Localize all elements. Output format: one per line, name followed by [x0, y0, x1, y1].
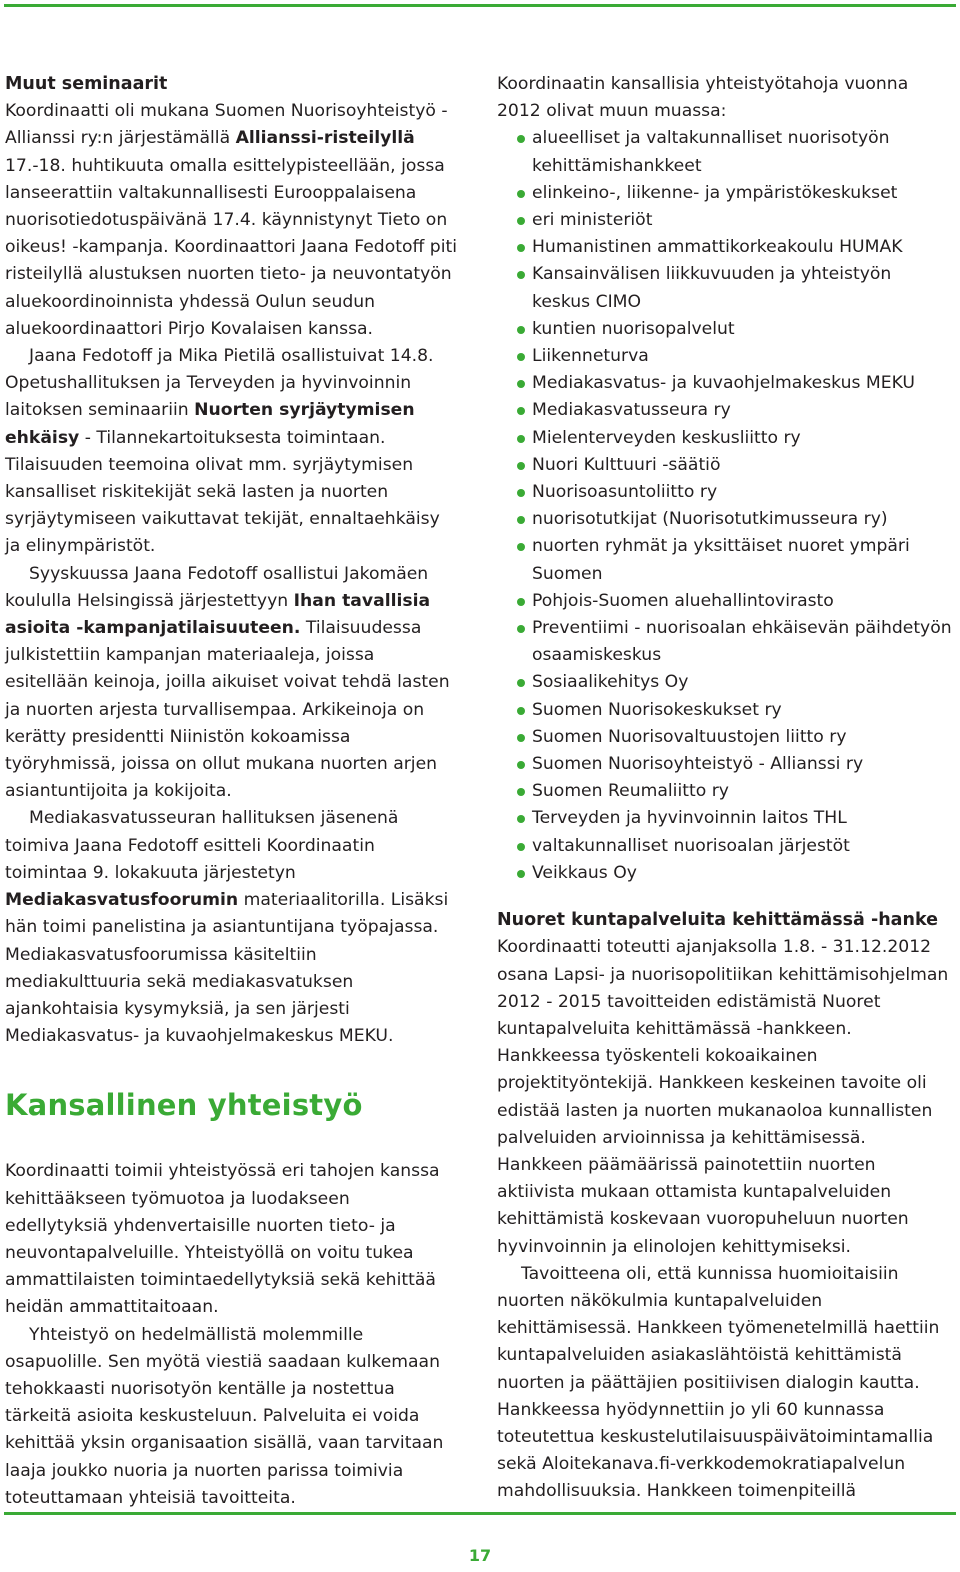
text-run: 17.-18. huhtikuuta omalla esittelypisteellään, jossa lanseerattiin valtakunnallisesti Eurooppalaisena nuorisotiedotuspäivänä 17.4. käynnistynyt Tieto on oikeus! -kampanja. Koordinaattori Jaana Fedotoff piti risteilyllä alustuksen nuorten tieto- ja neuvontatyön aluekoordinoinnista yhdessä Oulun seudun aluekoordinaattori Pirjo Kovalaisen kanssa. [5, 155, 457, 339]
partner-list-item [497, 697, 953, 724]
partner-name: Preventiimi - nuorisoalan ehkäisevän päihdetyön osaamiskeskus [532, 618, 952, 666]
bold-run: Ihan tavallisia asioita -kampanjatilaisuuteen. [5, 590, 431, 639]
paragraph-hanke-1: Koordinaatti toteutti ajanjaksolla 1.8. - 31.12.2012 osana Lapsi- ja nuorisopolitiikan kehittämisohjelman 2012 - 2015 tavoitteiden edistämistä Nuoret kuntapalveluita kehittämässä -hankkeen. Hankkeessa työskenteli kokoaikainen projektityöntekijä. Hankkeen keskeinen tavoite oli edistää lasten ja nuorten mukanaoloa kunnallisten palveluiden arvioinnissa ja kehittämisessä. Hankkeen päämäärissä painotettiin nuorten aktiivista mukaan ottamista kuntapalveluiden kehittämistä koskevaan vuoropuheluun nuorten hyvinvoinnin ja elinolojen kehittymiseksi. [497, 937, 949, 1257]
partner-list-item [497, 397, 953, 424]
text-run: materiaalitorilla. Lisäksi hän toimi panelistina ja asiantuntijana työpajassa. Mediakasvatusfoorumissa käsiteltiin mediakulttuuria sekä mediakasvatuksen ajankohtaisia kysymyksiä, ja sen järjesti Mediakasvatus- ja kuvaohjelmakeskus MEKU. [5, 890, 449, 1047]
text-run: Jaana Fedotoff ja Mika Pietilä osallistuivat 14.8. Opetushallituksen ja Terveyden ja hyvinvoinnin laitoksen seminaariin [5, 346, 434, 421]
partner-list-item [497, 234, 953, 261]
paragraph-ihan-tavallisia [5, 561, 457, 806]
partner-list [497, 125, 953, 887]
bullet-dot-icon [517, 217, 525, 225]
partner-list-item [497, 860, 953, 887]
partner-list-item [497, 207, 953, 234]
bullet-dot-icon [517, 190, 525, 198]
partner-name: kuntien nuorisopalvelut [532, 318, 735, 339]
partner-list-item [497, 452, 953, 479]
bold-run: Allianssi-risteilyllä [235, 128, 415, 149]
partner-name: Mediakasvatusseura ry [532, 400, 731, 421]
partner-list-item [497, 805, 953, 832]
partner-name: Veikkaus Oy [532, 862, 637, 883]
partner-list-item [497, 343, 953, 370]
partner-name: elinkeino-, liikenne- ja ympäristökeskukset [532, 182, 898, 203]
partner-list-item [497, 615, 953, 669]
partner-name: eri ministeriöt [532, 210, 653, 231]
partner-name: Nuorisoasuntoliitto ry [532, 482, 718, 503]
partner-name: Suomen Nuorisovaltuustojen liitto ry [532, 726, 847, 747]
bullet-dot-icon [517, 679, 525, 687]
partner-list-item [497, 778, 953, 805]
partner-list-item [497, 751, 953, 778]
partner-list-item [497, 669, 953, 696]
partner-name: Mediakasvatus- ja kuvaohjelmakeskus MEKU [532, 373, 915, 394]
partner-list-item [497, 125, 953, 179]
bullet-dot-icon [517, 870, 525, 878]
bold-run: Mediakasvatusfoorumin [5, 890, 239, 911]
heading-muut-seminaarit: Muut seminaarit [5, 74, 168, 94]
bullet-dot-icon [517, 271, 525, 279]
text-run: Tilaisuudessa julkistettiin kampanjan materiaaleja, joissa esitellään keinoja, joilla aikuiset voivat tehdä lasten ja nuorten arjesta turvallisempaa. Arkikeinoja on kerätty presidentti Niinistön kokoamissa työryhmissä, joissa on ollut mukana nuorten arjen asiantuntijoita ja kokijoita. [5, 618, 450, 802]
bold-run: Nuorten syrjäytymisen ehkäisy [5, 400, 415, 448]
partner-name: Suomen Nuorisokeskukset ry [532, 699, 782, 720]
top-rule [4, 4, 956, 7]
bullet-dot-icon [517, 625, 525, 633]
text-run: Koordinaatti oli mukana Suomen Nuorisoyhteistyö - Allianssi ry:n järjestämällä [5, 101, 448, 149]
bullet-dot-icon [517, 734, 525, 742]
bullet-dot-icon [517, 135, 525, 143]
partner-name: alueelliset ja valtakunnalliset nuorisotyön kehittämishankkeet [532, 128, 890, 176]
bullet-dot-icon [517, 380, 525, 388]
partner-list-item [497, 833, 953, 860]
heading-kansallinen-yhteistyo: Kansallinen yhteistyö [5, 1088, 363, 1123]
partner-name: Mielenterveyden keskusliitto ry [532, 427, 801, 448]
bullet-dot-icon [517, 326, 525, 334]
paragraph-yhteistyo-2: Yhteistyö on hedelmällistä molemmille osapuolille. Sen myötä viestiä saadaan kulkemaan tehokkaasti nuorisotyön kentälle ja nostettua tärkeitä asioita keskusteluun. Palveluita ei voida kehittää yksin organisaation sisällä, vaan tarvitaan laaja joukko nuoria ja nuorten parissa toimivia toteuttamaan yhteisiä tavoitteita. [5, 1324, 444, 1508]
partner-list-item [497, 506, 953, 533]
bullet-dot-icon [517, 543, 525, 551]
bottom-rule [4, 1512, 956, 1515]
paragraph-mediakasvatusfoorumi [5, 805, 457, 1050]
bullet-dot-icon [517, 435, 525, 443]
partner-name: Liikenneturva [532, 346, 649, 367]
partner-name: nuorten ryhmät ja yksittäiset nuoret ympäri Suomen [532, 536, 910, 584]
partner-list-item [497, 316, 953, 343]
bullet-dot-icon [517, 815, 525, 823]
bullet-dot-icon [517, 407, 525, 415]
heading-nuoret-kuntapalveluita: Nuoret kuntapalveluita kehittämässä -hanke [497, 910, 938, 931]
paragraph-allianssi [5, 98, 457, 343]
bullet-dot-icon [517, 843, 525, 851]
partner-list-item [497, 370, 953, 397]
partner-list-item [497, 588, 953, 615]
bullet-dot-icon [517, 788, 525, 796]
bullet-dot-icon [517, 489, 525, 497]
bullet-dot-icon [517, 353, 525, 361]
partner-name: Pohjois-Suomen aluehallintovirasto [532, 590, 834, 611]
text-run: Mediakasvatusseuran hallituksen jäsenenä toimiva Jaana Fedotoff esitteli Koordinaatin toimintaa 9. lokakuuta järjestetyn [5, 808, 399, 883]
paragraph-syrjaytyminen [5, 343, 457, 561]
partner-name: Sosiaalikehitys Oy [532, 672, 689, 693]
partners-intro: Koordinaatin kansallisia yhteistyötahoja vuonna 2012 olivat muun muassa: [497, 74, 909, 122]
bullet-dot-icon [517, 462, 525, 470]
partner-name: valtakunnalliset nuorisoalan järjestöt [532, 835, 850, 856]
partner-list-item [497, 180, 953, 207]
paragraph-hanke-2: Tavoitteena oli, että kunnissa huomioitaisiin nuorten näkökulmia kuntapalveluiden kehittämisessä. Hankkeen työmenetelmillä haettiin kuntapalveluiden asiakaslähtöistä kehittämistä nuorten ja päättäjien positiivisen dialogin kautta. Hankkeessa hyödynnettiin jo yli 60 kunnassa toteutettua keskustelutilaisuuspäivätoimintamallia sekä Aloitekanava.fi-verkkodemokratiapalvelun mahdollisuuksia. Hankkeen toimenpiteillä [497, 1263, 940, 1502]
paragraph-yhteistyo-1: Koordinaatti toimii yhteistyössä eri tahojen kanssa kehittääkseen työmuotoa ja luodakseen edellytyksiä yhdenvertaisille nuorten tieto- ja neuvontapalveluille. Yhteistyöllä on voitu tukea ammattilaisten toimintaedellytyksiä sekä kehittää heidän ammattitaitoaan. [5, 1161, 440, 1318]
partner-name: Humanistinen ammattikorkeakoulu HUMAK [532, 237, 903, 258]
text-run: - Tilannekartoituksesta toimintaan. Tilaisuuden teemoina olivat mm. syrjäytymisen kansalliset riskitekijät sekä lasten ja nuorten syrjäytymiseen vaikuttavat tekijät, ennaltaehkäisy ja elinympäristöt. [5, 427, 440, 557]
partner-name: Terveyden ja hyvinvoinnin laitos THL [532, 808, 847, 829]
partner-list-item [497, 724, 953, 751]
partner-name: Suomen Reumaliitto ry [532, 781, 729, 802]
left-column [5, 71, 457, 1512]
partner-name: nuorisotutkijat (Nuorisotutkimusseura ry) [532, 509, 888, 530]
partner-list-item [497, 533, 953, 587]
partner-name: Nuori Kulttuuri -säätiö [532, 454, 721, 475]
right-column [497, 71, 953, 1506]
partner-list-item [497, 425, 953, 452]
partner-name: Suomen Nuorisoyhteistyö - Allianssi ry [532, 754, 864, 775]
partner-name: Kansainvälisen liikkuvuuden ja yhteistyön keskus CIMO [532, 264, 892, 312]
bullet-dot-icon [517, 707, 525, 715]
bullet-dot-icon [517, 516, 525, 524]
bullet-dot-icon [517, 761, 525, 769]
bullet-dot-icon [517, 244, 525, 252]
bullet-dot-icon [517, 598, 525, 606]
text-run: Syyskuussa Jaana Fedotoff osallistui Jakomäen koululla Helsingissä järjestettyyn [5, 563, 429, 611]
page-number: 17 [468, 1546, 492, 1565]
partner-list-item [497, 479, 953, 506]
partner-list-item [497, 261, 953, 315]
